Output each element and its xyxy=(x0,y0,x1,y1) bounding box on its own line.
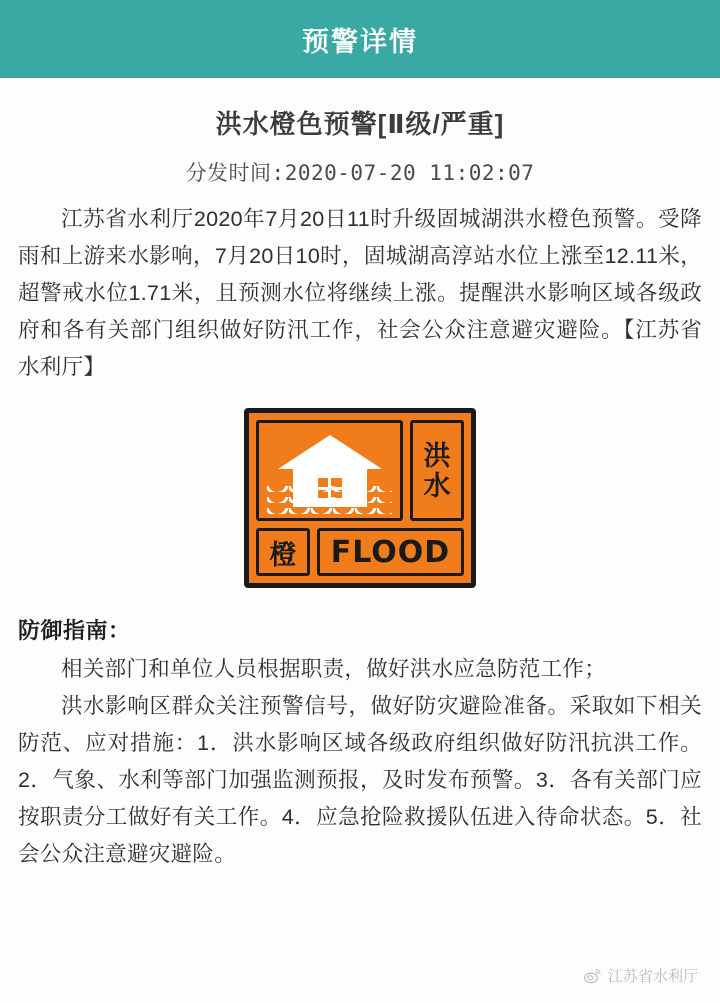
weibo-credit-label: 江苏省水利厅 xyxy=(607,967,698,985)
sign-level-char: 橙 xyxy=(256,528,310,576)
wave-line-1 xyxy=(267,486,392,492)
guide-heading: 防御指南： xyxy=(18,618,131,643)
flooded-house-icon xyxy=(256,420,403,521)
alert-content xyxy=(0,78,720,947)
weibo-icon xyxy=(583,966,602,985)
water-waves-icon xyxy=(259,480,400,514)
page-title: 预警详情 xyxy=(302,26,418,57)
weibo-credit xyxy=(583,965,698,986)
guide-text xyxy=(18,651,702,873)
alert-body-text: 江苏省水利厅2020年7月20日11时升级固城湖洪水橙色预警。受降雨和上游来水影响，7月20日10时，固城湖高淳站水位上涨至12.11米，超警戒水位1.71米，且预测水位将继续上涨。提醒洪水影响区域各级政府和各有关部门组织做好防汛工作，社会公众注意避灾避险。【江苏省水利厅】 xyxy=(18,207,702,379)
issue-time: 分发时间:2020-07-20 11:02:07 xyxy=(185,161,535,185)
page-footer xyxy=(0,947,720,1003)
sign-bottom-row xyxy=(256,528,464,576)
wave-line-2 xyxy=(267,497,392,503)
guide-line-2: 洪水影响区群众关注预警信号，做好防灾避险准备。采取如下相关防范、应对措施：1．洪水影响区域各级政府组织做好防汛抗洪工作。2．气象、水利等部门加强监测预报，及时发布预警。3．各有关部门应按职责分工做好有关工作。4．应急抢险救援队伍进入待命状态。5．社会公众注意避灾避险。 xyxy=(18,694,702,866)
sign-vertical-char-1: 洪 xyxy=(423,440,451,471)
guide-line-1: 相关部门和单位人员根据职责，做好洪水应急防范工作； xyxy=(61,657,607,681)
sign-top-row xyxy=(256,420,464,521)
wave-line-3 xyxy=(267,508,392,514)
alert-title: 洪水橙色预警[Ⅱ级/严重] xyxy=(215,109,505,139)
sign-english-label: FLOOD xyxy=(317,528,464,576)
sign-vertical-char-2: 水 xyxy=(423,470,451,501)
house-roof-shape xyxy=(278,435,382,469)
sign-frame xyxy=(244,408,476,588)
sign-vertical-text xyxy=(410,420,464,521)
flood-warning-sign xyxy=(18,408,702,588)
page-header xyxy=(0,0,720,78)
